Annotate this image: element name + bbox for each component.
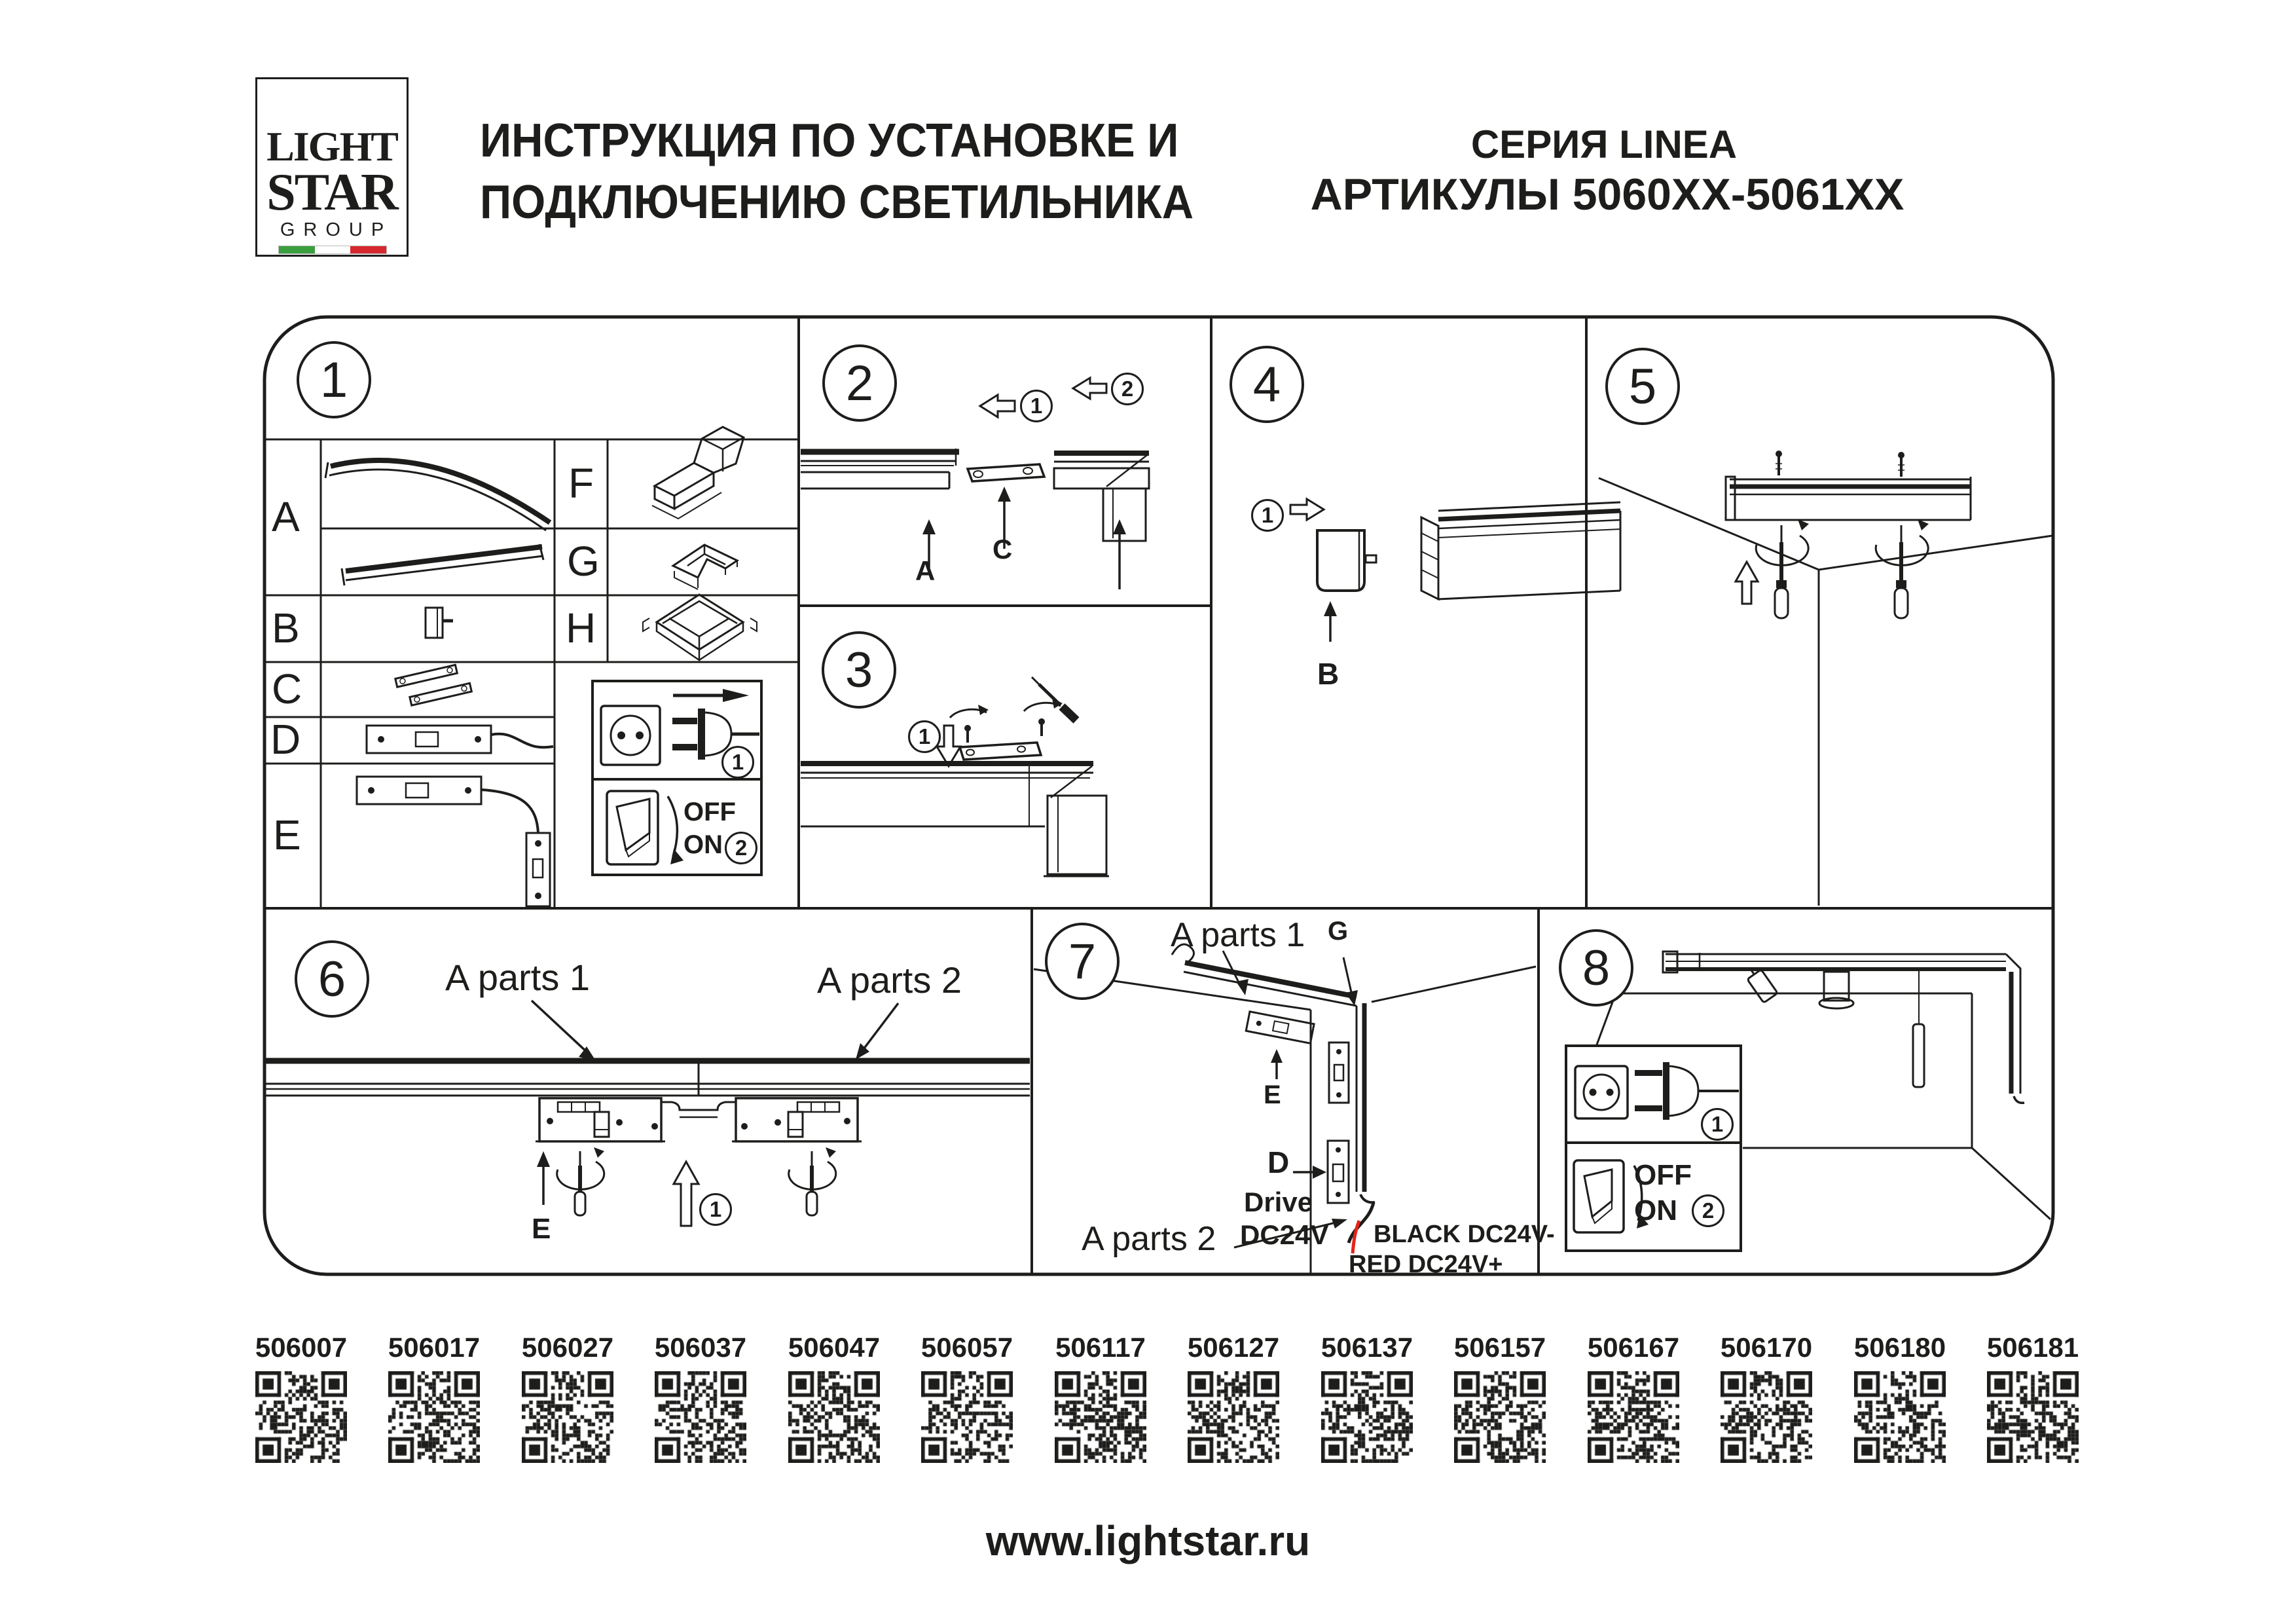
qr-code-image [1055, 1371, 1146, 1463]
article-number: 506057 [920, 1332, 1013, 1363]
qr-item [1311, 1329, 1423, 1463]
flag-white-segment [315, 246, 351, 253]
series-name: СЕРИЯ LINEA [1470, 122, 1738, 166]
part-letter-h: H [566, 604, 596, 652]
qr-code-image [255, 1371, 347, 1463]
switch-toggle-arrow-icon [668, 796, 683, 864]
joint-plate [968, 464, 1044, 481]
pendant-light-icon [1913, 970, 1924, 1087]
joined-track [264, 1058, 1030, 1096]
panel-3-number: 3 [822, 631, 896, 709]
p7-label-red-wire: RED DC24V+ [1349, 1251, 1503, 1278]
title-line-2: ПОДКЛЮЧЕНИЮ СВЕТИЛЬНИКА [480, 176, 1194, 229]
joint-bridge [661, 1102, 736, 1117]
article-number: 506137 [1321, 1332, 1413, 1363]
end-cap-part [1317, 530, 1376, 591]
article-number: 506037 [654, 1332, 747, 1363]
panel-1-number: 1 [297, 341, 371, 418]
slide-arrow-2-icon [1073, 378, 1106, 399]
qr-code-image [388, 1371, 480, 1463]
p7-label-a-parts-1: A parts 1 [1171, 916, 1305, 954]
supply-wires [1349, 1202, 1374, 1253]
screwdriver-icon [1876, 519, 1929, 618]
screwdriver-icon [1032, 677, 1076, 720]
flag-red-segment [350, 246, 386, 253]
panel-6-art [264, 1001, 1030, 1226]
logo-word-light: LIGHT [266, 123, 397, 170]
qr-item [1844, 1329, 1956, 1463]
curved-track-icon [325, 460, 550, 530]
part-letter-c: C [272, 665, 302, 712]
p8-step-2-badge: 2 [1692, 1194, 1724, 1227]
article-number: 506117 [1055, 1332, 1146, 1363]
screwdriver-icon [1756, 519, 1809, 618]
qr-code-image [1854, 1371, 1946, 1463]
part-letter-a: A [272, 493, 300, 540]
socket-icon [601, 706, 660, 765]
arrow-to-g [1343, 957, 1358, 1006]
article-number: 506170 [1720, 1332, 1813, 1363]
p7-label-drive: Drive [1244, 1187, 1313, 1217]
p7-label-d: D [1267, 1145, 1290, 1179]
push-up-arrow-icon [674, 1162, 699, 1226]
slide-arrow-1-icon [980, 395, 1015, 417]
article-number: 506180 [1853, 1332, 1946, 1363]
corner-track-piece [1054, 453, 1149, 541]
panel-borders [264, 317, 2053, 1274]
assembled-track [801, 764, 1109, 876]
diagram-art [262, 314, 2056, 1277]
straight-track-icon [342, 544, 543, 585]
p8-switch-off-label: OFF [1634, 1159, 1692, 1191]
panel-4-art [1290, 499, 1620, 642]
qr-code-image [1588, 1371, 1679, 1463]
p4-step-1-badge: 1 [1251, 499, 1284, 532]
qr-item [512, 1329, 623, 1463]
italian-flag-stripe [278, 246, 387, 254]
surface-cylinder-light-icon [1819, 972, 1853, 1008]
lightstar-logo [255, 77, 409, 257]
qr-item [1977, 1329, 2088, 1463]
label-arrow-parts2 [856, 1003, 898, 1060]
up-arrow-e [537, 1151, 550, 1205]
qr-code-image [522, 1371, 613, 1463]
corner-connector-3d-icon [652, 427, 744, 519]
p7-label-dc24v: DC24V [1240, 1219, 1329, 1250]
p6-label-a-parts-2: A parts 2 [817, 959, 962, 1001]
part-letter-f: F [568, 460, 594, 507]
press-down-arrow-icon [937, 726, 960, 766]
wall-plate [1329, 1043, 1349, 1103]
driver-icon [367, 726, 553, 753]
p2-step-1-badge: 1 [1020, 390, 1053, 422]
up-arrow-corner [1113, 519, 1126, 589]
up-arrow-e [1271, 1049, 1283, 1079]
panel-4-number: 4 [1230, 346, 1304, 423]
p2-step-2-badge: 2 [1111, 373, 1144, 405]
panel-6-number: 6 [295, 940, 369, 1018]
article-number: 506027 [521, 1332, 614, 1363]
qr-code-image [1987, 1371, 2079, 1463]
track-profile-3d [1421, 502, 1620, 599]
article-number: 506157 [1453, 1332, 1546, 1363]
screw-icon [1776, 451, 1904, 477]
room-corner-lines [1599, 478, 2052, 906]
title-line-1: ИНСТРУКЦИЯ ПО УСТАНОВКЕ И [480, 115, 1179, 167]
up-arrow-b [1324, 601, 1337, 642]
corner-cover-icon [643, 595, 757, 660]
connector-plate-right [732, 1098, 862, 1141]
corner-driver-icon [357, 777, 550, 906]
article-number: 506047 [788, 1332, 881, 1363]
qr-item [1178, 1329, 1289, 1463]
p8-step-1-badge: 1 [1701, 1108, 1734, 1141]
l-connector-icon [673, 545, 737, 589]
panel-2-number: 2 [822, 344, 897, 422]
article-number: 506167 [1587, 1332, 1680, 1363]
p6-label-a-parts-1: A parts 1 [445, 957, 591, 998]
qr-code-image [655, 1371, 746, 1463]
p1-step-1-badge: 1 [721, 746, 754, 779]
panel-5-art [1599, 451, 2052, 906]
joint-plate-screws [950, 698, 1063, 760]
articles-range: АРТИКУЛЫ 5060XX-5061XX [1310, 170, 1904, 219]
p1-switch-on-label: ON [683, 830, 723, 859]
qr-item [911, 1329, 1023, 1463]
connector-plate-left [536, 1098, 665, 1141]
slide-right-arrow-icon [1290, 499, 1324, 520]
part-letter-b: B [272, 604, 300, 652]
article-number: 506181 [1986, 1332, 2079, 1363]
screwdriver-icon [557, 1147, 604, 1215]
flag-green-segment [279, 246, 315, 253]
article-number: 506017 [388, 1332, 481, 1363]
push-up-arrow-icon [1736, 562, 1758, 604]
screwdriver-icon [789, 1147, 836, 1215]
qr-code-image [921, 1371, 1013, 1463]
page-title [480, 110, 1247, 233]
track-segment [801, 449, 959, 489]
p4-label-b: B [1317, 657, 1339, 691]
article-number: 506127 [1187, 1332, 1280, 1363]
p8-switch-on-label: ON [1634, 1194, 1677, 1227]
p6-step-1-badge: 1 [699, 1193, 732, 1226]
logo-word-group: GROUP [280, 219, 393, 240]
qr-item [1444, 1329, 1556, 1463]
part-letter-e: E [273, 811, 301, 858]
p2-label-c: C [993, 534, 1013, 564]
p1-switch-off-label: OFF [683, 798, 736, 826]
qr-item [1578, 1329, 1689, 1463]
insert-plug-arrow-icon [673, 689, 749, 702]
p3-step-1-badge: 1 [908, 720, 941, 753]
qr-item [378, 1329, 490, 1463]
plate-e [1246, 1012, 1314, 1044]
p6-label-e: E [532, 1213, 551, 1245]
rocker-switch-icon [607, 791, 658, 864]
logo-word-star: STAR [266, 164, 397, 221]
p7-label-g: G [1328, 917, 1349, 946]
panel-3-art [801, 677, 1109, 876]
qr-item [246, 1329, 357, 1463]
qr-item [645, 1329, 756, 1463]
article-number: 506007 [255, 1332, 348, 1363]
panel-7-number: 7 [1045, 923, 1120, 1000]
qr-code-image [1721, 1371, 1812, 1463]
p1-step-2-badge: 2 [725, 832, 757, 864]
qr-item [1711, 1329, 1822, 1463]
qr-code-image [1454, 1371, 1546, 1463]
drive-plate-d [1328, 1141, 1349, 1203]
end-cap-icon [426, 608, 453, 638]
qr-item [778, 1329, 890, 1463]
panel-8-number: 8 [1559, 929, 1633, 1006]
p7-label-a-parts-2: A parts 2 [1082, 1220, 1216, 1258]
panel-5-number: 5 [1605, 348, 1680, 425]
part-letter-d: D [270, 716, 301, 763]
qr-code-image [788, 1371, 880, 1463]
p7-label-e: E [1264, 1080, 1281, 1109]
mounted-track [1726, 477, 1971, 520]
part-letter-g: G [567, 538, 600, 585]
qr-code-image [1188, 1371, 1279, 1463]
p2-label-a: A [915, 555, 936, 586]
joint-plates-icon [395, 665, 472, 705]
p7-label-black-wire: BLACK DC24V- [1374, 1221, 1555, 1248]
qr-item [1045, 1329, 1156, 1463]
label-arrow-parts1 [532, 1001, 596, 1061]
qr-code-image [1321, 1371, 1413, 1463]
website-url: www.lightstar.ru [985, 1517, 1311, 1564]
